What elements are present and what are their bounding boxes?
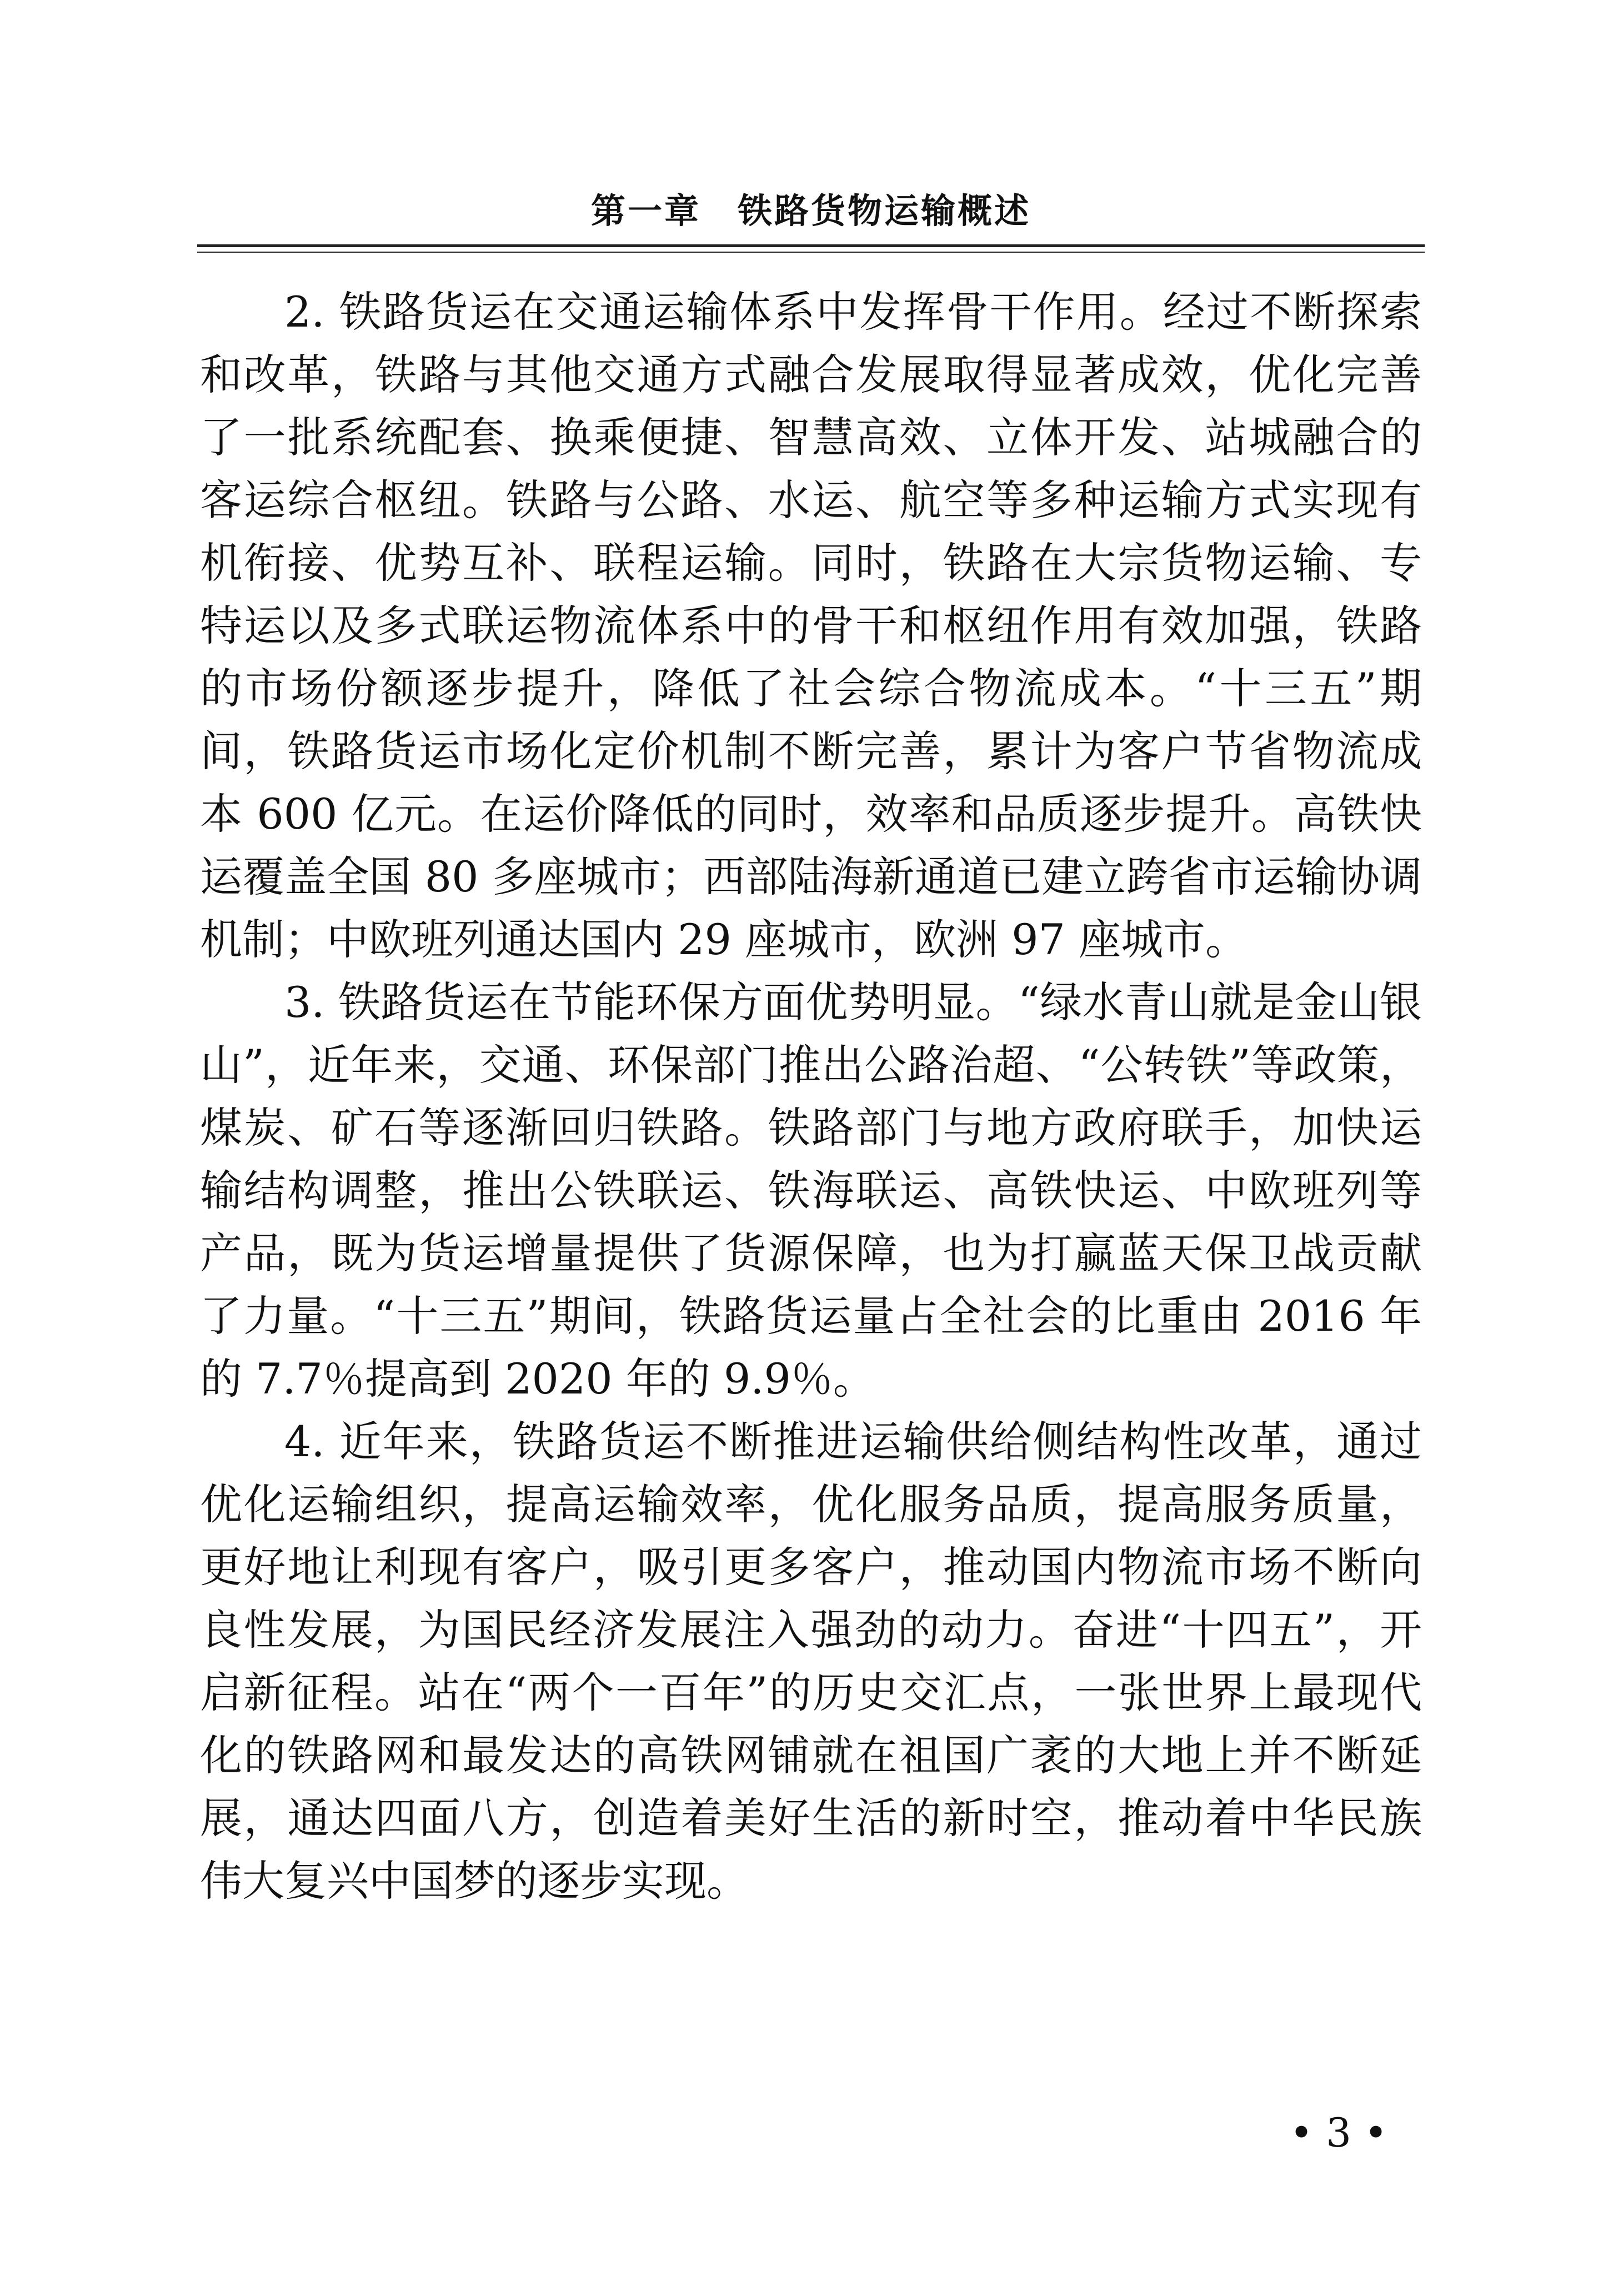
header-rule-thick [197,244,1425,247]
paragraph-2: 2. 铁路货运在交通运输体系中发挥骨干作用。经过不断探索和改革，铁路与其他交通方式融合发展取得显著成效，优化完善了一批系统配套、换乘便捷、智慧高效、立体开发、站城融合的客运综合枢纽。铁路与公路、水运、航空等多种运输方式实现有机衔接、优势互补、联程运输。同时，铁路在大宗货物运输、专特运以及多式联运物流体系中的骨干和枢纽作用有效加强，铁路的市场份额逐步提升，降低了社会综合物流成本。“十三五”期间，铁路货运市场化定价机制不断完善，累计为客户节省物流成本 600 亿元。在运价降低的同时，效率和品质逐步提升。高铁快运覆盖全国 80 多座城市；西部陆海新通道已建立跨省市运输协调机制；中欧班列通达国内 29 座城市，欧洲 97 座城市。 [200,287,1422,964]
body-text [200,280,1422,1912]
header-rule-thin [197,252,1425,253]
running-header [197,183,1425,244]
page-number: • 3 • [1289,2109,1388,2156]
paragraph-3: 3. 铁路货运在节能环保方面优势明显。“绿水青山就是金山银山”，近年来，交通、环保部门推出公路治超、“公转铁”等政策，煤炭、矿石等逐渐回归铁路。铁路部门与地方政府联手，加快运输结构调整，推出公铁联运、铁海联运、高铁快运、中欧班列等产品，既为货运增量提供了货源保障，也为打赢蓝天保卫战贡献了力量。“十三五”期间，铁路货运量占全社会的比重由 2016 年的 7.7％提高到 2020 年的 9.9％。 [200,977,1422,1403]
paragraph-4: 4. 近年来，铁路货运不断推进运输供给侧结构性改革，通过优化运输组织，提高运输效率，优化服务品质，提高服务质量，更好地让利现有客户，吸引更多客户，推动国内物流市场不断向良性发展，为国民经济发展注入强劲的动力。奋进“十四五”，开启新征程。站在“两个一百年”的历史交汇点，一张世界上最现代化的铁路网和最发达的高铁网铺就在祖国广袤的大地上并不断延展，通达四面八方，创造着美好生活的新时空，推动着中华民族伟大复兴中国梦的逐步实现。 [200,1417,1422,1906]
chapter-title: 第一章 铁路货物运输概述 [590,191,1031,231]
